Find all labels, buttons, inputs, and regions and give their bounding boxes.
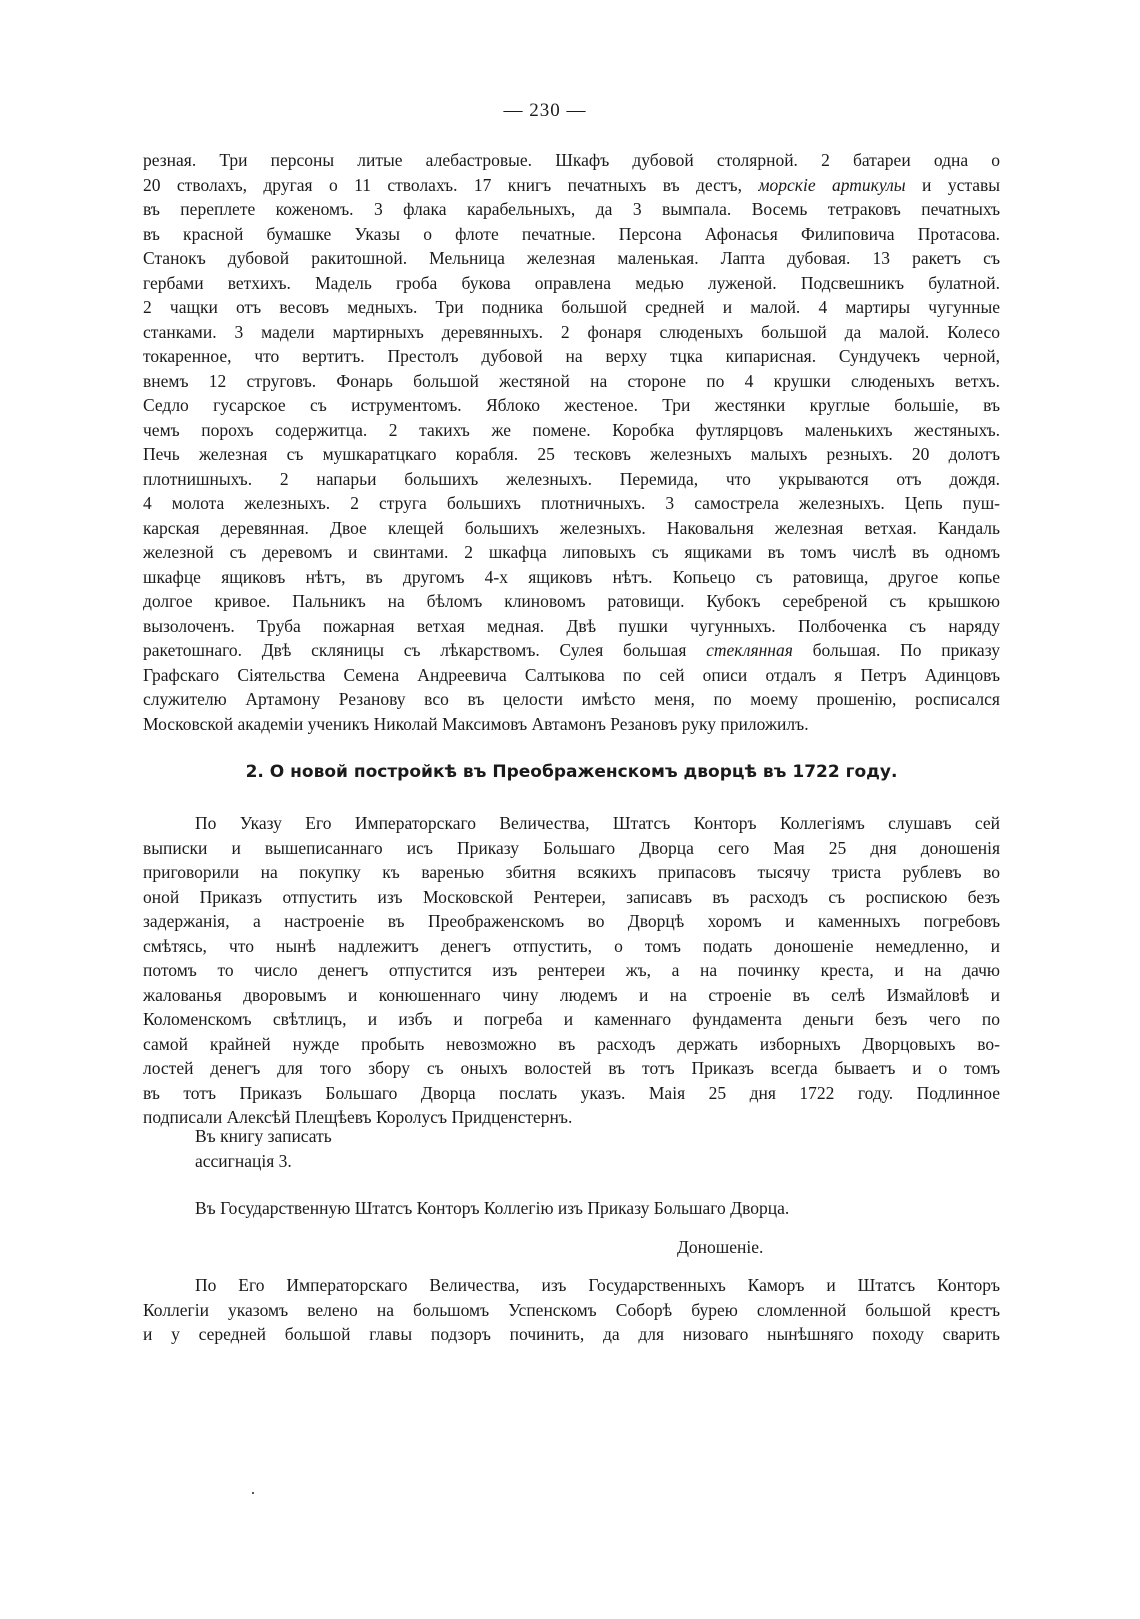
text-segment: потомъ то число денегъ отпустится изъ рентереи жъ, а на починку креста, и на дачю (143, 960, 1000, 980)
text-line (143, 712, 1000, 737)
decree-paragraph (143, 811, 1000, 1130)
italic-text: стеклянная (706, 640, 793, 660)
text-segment: карская деревянная. Двое клещей большихъ железныхъ. Наковальня железная ветхая. Кандаль (143, 517, 1000, 538)
text-line (143, 222, 1000, 247)
text-segment: Седло гусарское съ иструментомъ. Яблоко жестеное. Три жестянки круглые большіе, въ (143, 395, 1000, 415)
text-line (143, 958, 1000, 983)
text-segment: чемъ порохъ содержитца. 2 такихъ же помене. Коробка футлярцовъ маленькихъ жестяныхъ. (143, 419, 1000, 440)
text-segment: 4 молота железныхъ. 2 струга большихъ плотничныхъ. 3 самострела железныхъ. Цепь пуш- (143, 493, 1000, 513)
text-line (143, 246, 1000, 271)
text-line (143, 614, 1000, 639)
text-segment: шкафце ящиковъ нѣтъ, въ другомъ 4-х ящиковъ нѣтъ. Копьецо съ ратовища, другое копье (143, 566, 1000, 587)
text-line (143, 1007, 1000, 1032)
text-segment: Станокъ дубовой ракитошной. Мельница железная маленькая. Лапта дубовая. 13 ракетъ съ (143, 248, 1000, 268)
text-segment: большая. По приказу (792, 640, 1000, 660)
text-line (143, 295, 1000, 320)
text-segment: смѣтясь, что нынѣ надлежитъ денегъ отпустить, о томъ подать доношеніе немедленно, и (143, 935, 1000, 956)
text-segment: и у середней большой главы подзоръ починить, да для низоваго нынѣшняго походу сварить (143, 1324, 1000, 1344)
text-segment: железной съ деревомъ и свинтами. 2 шкафца липовыхъ съ ящиками въ томъ числѣ въ одномъ (143, 542, 1000, 562)
text-line (143, 638, 1000, 663)
section-heading: 2. О новой постройкѣ въ Преображенскомъ дворцѣ въ 1722 году. (245, 762, 898, 782)
text-segment: приговорили на покупку къ варенью збитня всякихъ припасовъ тысячу триста рублевъ во (143, 862, 1000, 882)
text-line (143, 1322, 1000, 1347)
text-segment: По Его Императорскаго Величества, изъ Государственныхъ Каморъ и Штатсъ Конторъ (195, 1275, 1000, 1295)
text-line (143, 320, 1000, 345)
text-line (143, 589, 1000, 614)
text-segment: 2 чащки отъ весовъ медныхъ. Три подника большой средней и малой. 4 мартиры чугунные (143, 297, 1000, 317)
text-segment: самой крайней нужде пробыть невозможно въ расходъ держать изборныхъ Дворцовыхъ во- (143, 1033, 1000, 1054)
text-line (143, 836, 1000, 861)
text-segment: вызолоченъ. Труба пожарная ветхая медная. Двѣ пушки чугунныхъ. Полбоченка съ наряду (143, 615, 1000, 636)
text-line (143, 934, 1000, 959)
text-segment: ракетошнаго. Двѣ скляницы съ лѣкарствомъ. Сулея большая (143, 640, 707, 660)
text-segment: и уставы (905, 174, 1000, 195)
text-segment: токаренное, что вертитъ. Престолъ дубовой на верху тцка кипарисная. Сундучекъ черной, (143, 346, 1000, 366)
text-segment: служителю Артамону Резанову всо въ целости имѣсто меня, по моему прошенію, росписался (143, 689, 1000, 709)
text-segment: Коллегіи указомъ велено на большомъ Успенскомъ Соборѣ бурею сломленной большой крестъ (143, 1299, 1000, 1320)
text-segment: Графскаго Сіятельства Семена Андреевича Салтыкова по сей описи отдалъ я Петръ Адинцовъ (143, 664, 1000, 685)
text-line (143, 885, 1000, 910)
text-line (143, 516, 1000, 541)
text-line (143, 271, 1000, 296)
text-line (143, 442, 1000, 467)
text-segment: жалованья дворовымъ и конюшеннаго чину людемъ и на строеніе въ селѣ Измайловѣ и (143, 984, 1000, 1005)
text-segment: задержанія, а настроеніе въ Преображенскомъ во Дворцѣ хоромъ и каменныхъ погребовъ (143, 911, 1000, 931)
text-line (143, 148, 1000, 173)
text-line (143, 418, 1000, 443)
text-line (143, 687, 1000, 712)
inventory-paragraph (143, 148, 1000, 736)
text-line (143, 344, 1000, 369)
text-segment: Печь железная съ мушкаратцкаго корабля. 25 тесковъ железныхъ малыхъ резныхъ. 20 долотъ (143, 444, 1000, 464)
italic-text: морскіе артикулы (758, 174, 906, 195)
text-segment: въ переплете коженомъ. 3 флака карабельныхъ, да 3 вымпала. Восемь тетраковъ печатныхъ (143, 199, 1000, 219)
text-line (143, 1056, 1000, 1081)
text-line (143, 540, 1000, 565)
text-segment: лостей денегъ для того збору съ оныхъ волостей въ тотъ Приказъ всегда бываетъ и о томъ (143, 1058, 1000, 1078)
text-line (143, 1032, 1000, 1057)
text-segment: гербами ветхихъ. Мадель гроба букова оправлена медью луженой. Подсвешникъ булатной. (143, 272, 1000, 293)
text-segment: резная. Три персоны литые алебастровые. Шкафъ дубовой столярной. 2 батареи одна о (143, 150, 1000, 170)
page-number: — 230 — (503, 100, 587, 121)
text-line (143, 467, 1000, 492)
registry-note-line-1: Въ книгу записать (195, 1126, 332, 1146)
text-segment: плотнишныхъ. 2 напарьи большихъ железныхъ. Перемида, что укрываются отъ дождя. (143, 468, 1000, 489)
text-line (143, 1298, 1000, 1323)
text-line (143, 909, 1000, 934)
registry-note-line-2: ассигнація 3. (195, 1151, 292, 1171)
text-segment: въ тотъ Приказъ Большаго Дворца послать указъ. Маія 25 дня 1722 году. Подлинное (143, 1082, 1000, 1103)
text-segment: станками. 3 мадели мартирныхъ деревянныхъ. 2 фонаря слюденыхъ большой да малой. Колесо (143, 321, 1000, 342)
text-line (143, 860, 1000, 885)
text-line (143, 1081, 1000, 1106)
text-segment: По Указу Его Императорскаго Величества, Штатсъ Конторъ Коллегіямъ слушавъ сей (195, 813, 1000, 833)
report-paragraph (143, 1273, 1000, 1347)
text-segment: внемъ 12 струговъ. Фонарь большой жестяной на стороне по 4 крушки слюденыхъ ветхъ. (143, 370, 1000, 391)
text-segment: Московской академіи ученикъ Николай Максимовъ Автамонъ Резановъ руку приложилъ. (143, 713, 809, 734)
text-line (143, 663, 1000, 688)
text-line (143, 983, 1000, 1008)
text-line (143, 369, 1000, 394)
text-segment: въ красной бумашке Указы о флоте печатные. Персона Афонасья Филиповича Протасова. (143, 223, 1000, 244)
text-segment: выписки и вышеписаннаго исъ Приказу Большаго Дворца сего Мая 25 дня доношенія (143, 837, 1000, 858)
scan-speck (252, 1492, 254, 1494)
text-segment: подписали Алексѣй Плещѣевъ Королусъ Придценстернъ. (143, 1107, 573, 1127)
document-title: Доношеніе. (677, 1237, 764, 1257)
text-line (143, 811, 1000, 836)
text-segment: 20 стволахъ, другая о 11 стволахъ. 17 книгъ печатныхъ въ дестъ, (143, 174, 759, 195)
text-segment: Коломенскомъ свѣтлицъ, и избъ и погреба и каменнаго фундамента деньги безъ чего по (143, 1009, 1000, 1029)
text-line (143, 393, 1000, 418)
text-line (143, 197, 1000, 222)
text-segment: долгое кривое. Пальникъ на бѣломъ клиновомъ ратовищи. Кубокъ серебреной съ крышкою (143, 591, 1000, 611)
text-line (143, 491, 1000, 516)
address-line: Въ Государственную Штатсъ Конторъ Коллегію изъ Приказу Большаго Дворца. (195, 1198, 790, 1218)
text-segment: оной Приказъ отпустить изъ Московской Рентереи, записавъ въ расходъ съ роспискою безъ (143, 886, 1000, 907)
text-line (143, 565, 1000, 590)
text-line (143, 173, 1000, 198)
text-line (143, 1273, 1000, 1298)
